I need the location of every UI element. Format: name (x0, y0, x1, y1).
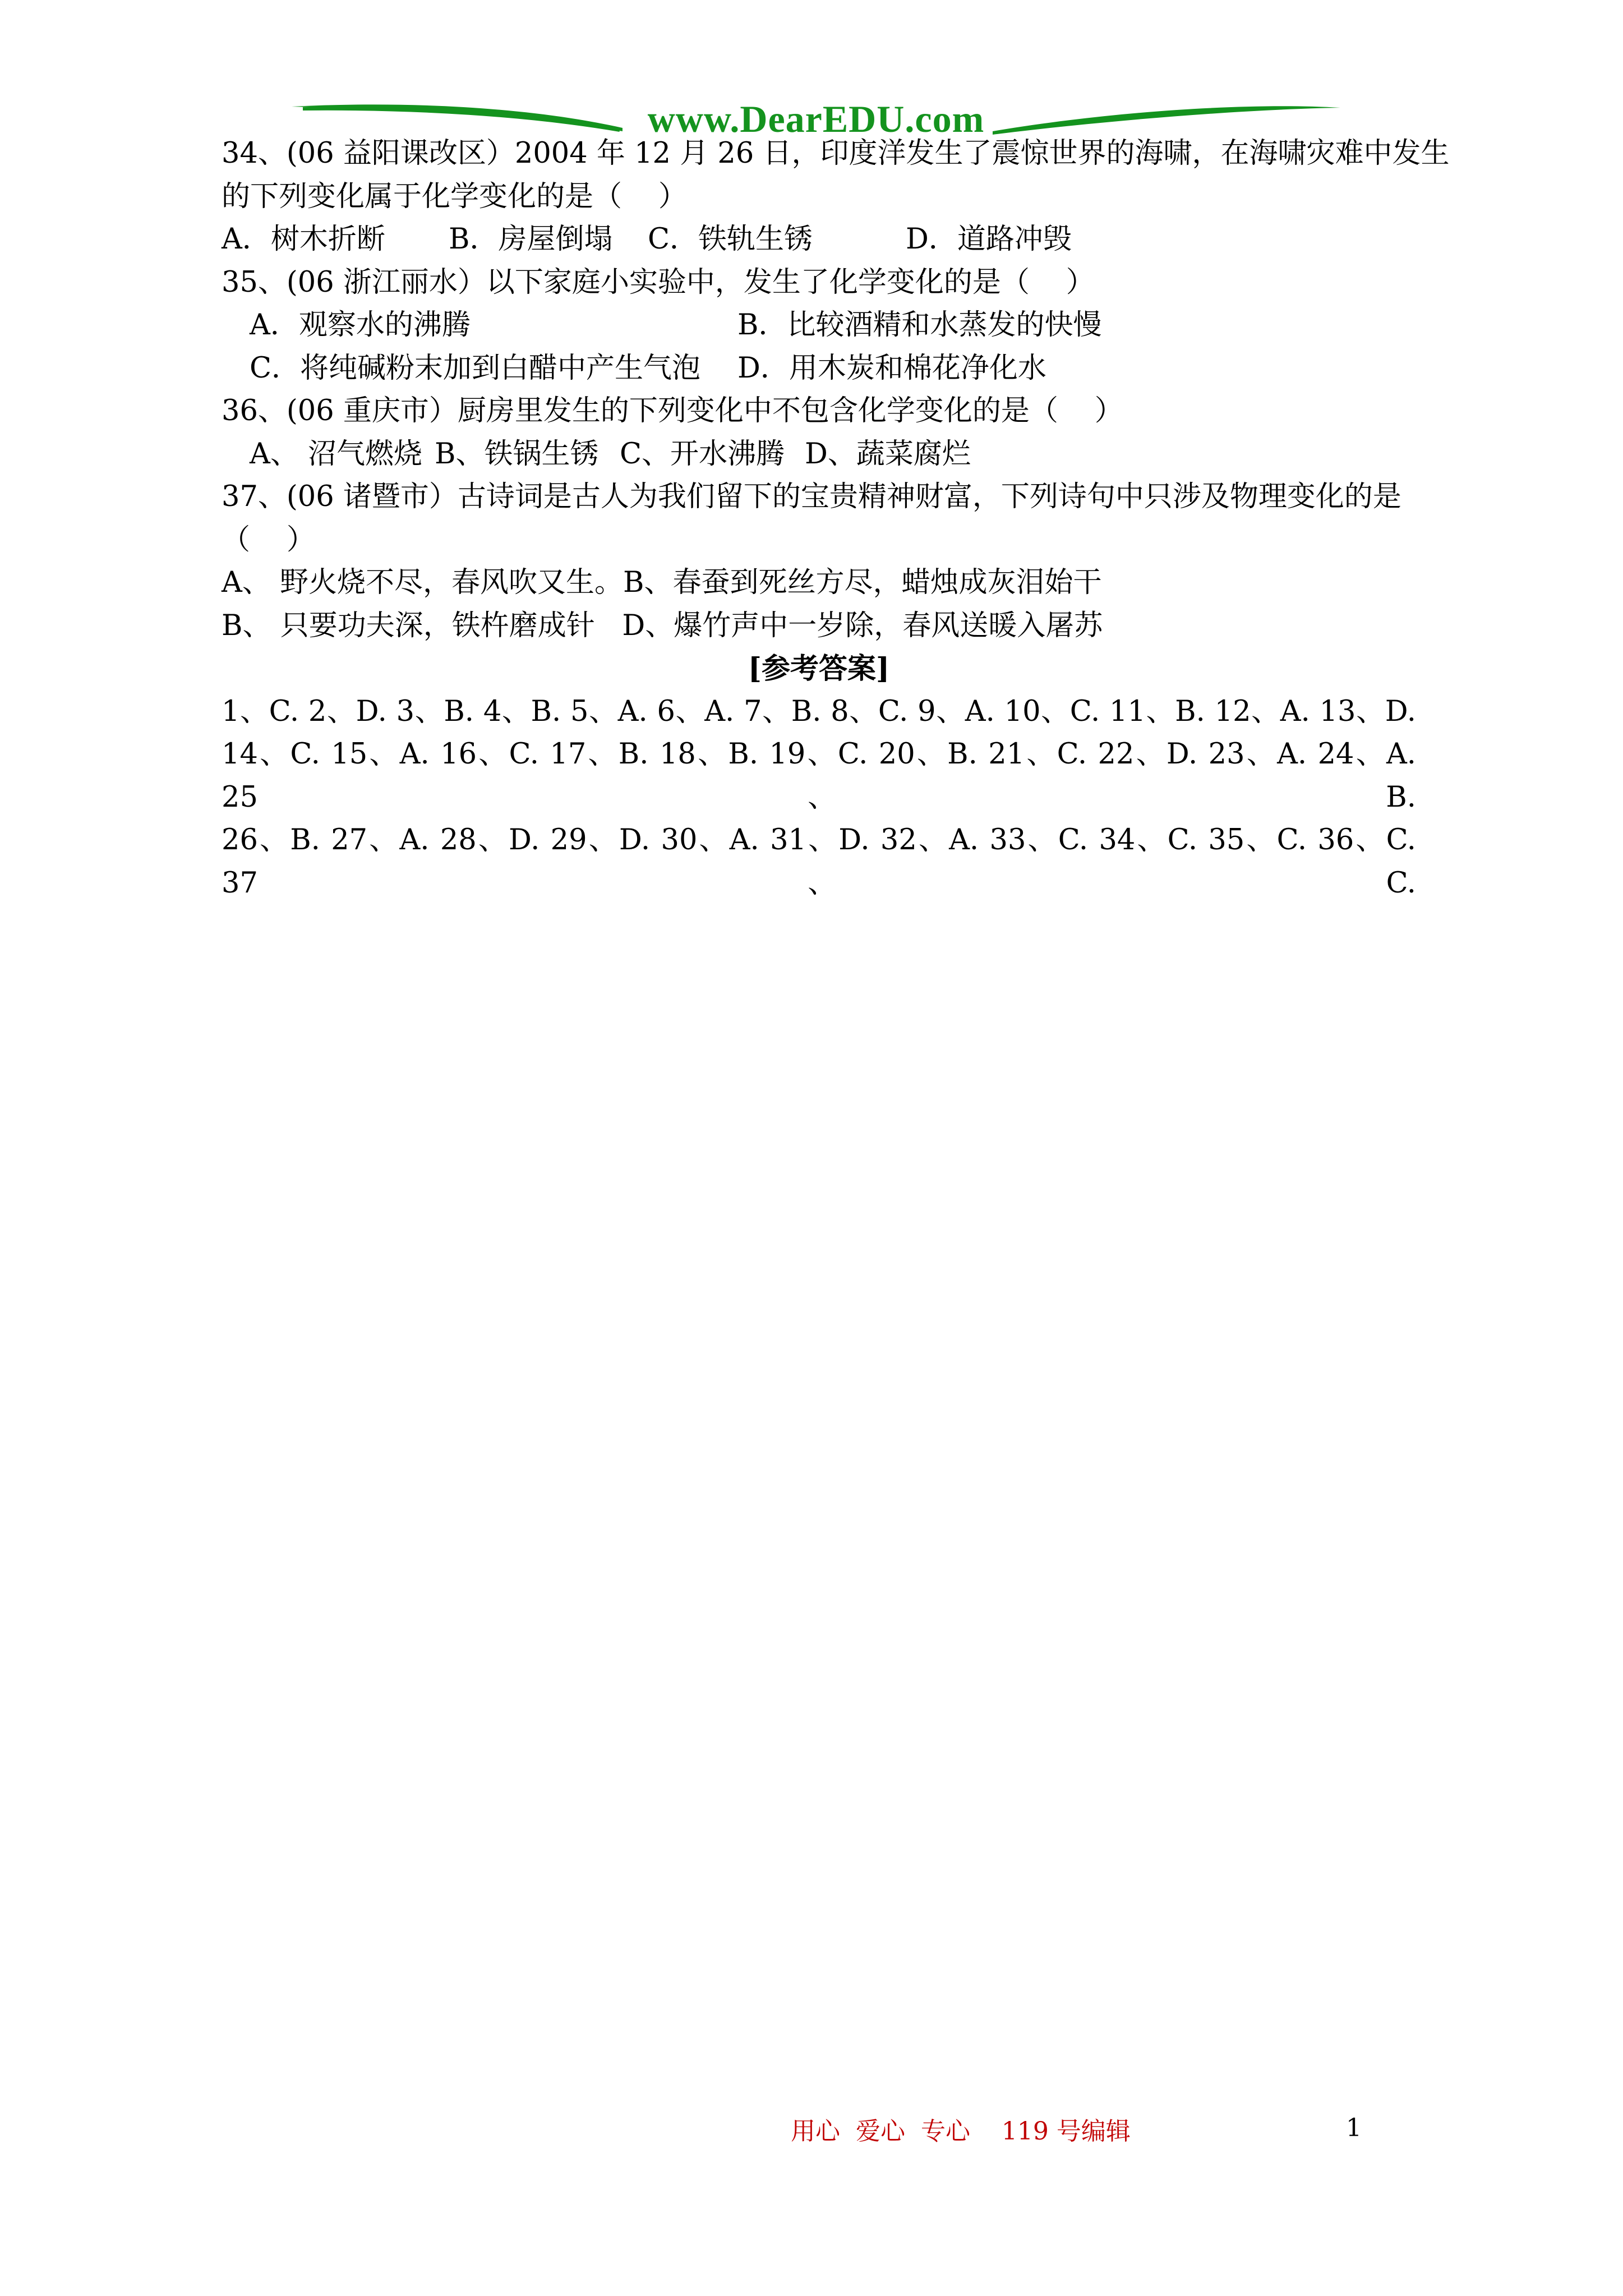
question-35-options-row-2 (222, 347, 1416, 390)
option: D、蔬菜腐烂 (805, 437, 971, 471)
option: C．将纯碱粉末加到白醋中产生气泡 (250, 351, 701, 385)
question-37-options-row-1: A、 野火烧不尽，春风吹又生。B、春蚕到死丝方尽，蜡烛成灰泪始干 (222, 566, 1102, 599)
question-36-options (222, 433, 1416, 476)
page-number: 1 (1346, 2114, 1362, 2142)
question-37-line-1: 37、(06 诸暨市）古诗词是古人为我们留下的宝贵精神财富，下列诗句中只涉及物理变化的是 (222, 480, 1401, 513)
logo-text: www.DearEDU.com (647, 98, 985, 140)
answer-key-line-1: 1、C. 2、D. 3、B. 4、B. 5、A. 6、A. 7、B. 8、C. 9、A. 10、C. 11、B. 12、A. 13、D. (222, 694, 1416, 728)
option: B．房屋倒塌 (449, 223, 613, 256)
option: B、铁锅生锈 (435, 437, 599, 471)
answer-key-line-3: 26、B. 27、A. 28、D. 29、D. 30、A. 31、D. 32、A. 33、C. 34、C. 35、C. 36、C. 37、C. (222, 823, 1416, 900)
option: B．比较酒精和水蒸发的快慢 (737, 309, 1102, 342)
option: A．树木折断 (222, 223, 385, 256)
question-36-line-1: 36、(06 重庆市）厨房里发生的下列变化中不包含化学变化的是（ ） (222, 394, 1123, 427)
document-body (222, 132, 1450, 905)
option: C．铁轨生锈 (648, 223, 813, 256)
answer-key-heading: [参考答案] (748, 652, 890, 685)
question-35-line-1: 35、(06 浙江丽水）以下家庭小实验中，发生了化学变化的是（ ） (222, 265, 1095, 299)
option: A、 沼气燃烧 (250, 437, 423, 471)
option: D．道路冲毁 (906, 223, 1072, 256)
option: D．用木炭和棉花净化水 (737, 351, 1046, 385)
question-34-line-2: 的下列变化属于化学变化的是（ ） (222, 180, 687, 213)
question-34-line-1: 34、(06 益阳课改区）2004 年 12 月 26 日，印度洋发生了震惊世界的海啸，在海啸灾难中发生 (222, 137, 1450, 170)
question-34-options (222, 218, 1416, 261)
question-37-line-2: （ ） (222, 523, 315, 556)
option: C、开水沸腾 (620, 437, 785, 471)
answer-key-line-2: 14、C. 15、A. 16、C. 17、B. 18、B. 19、C. 20、B. 21、C. 22、D. 23、A. 24、A. 25、B. (222, 738, 1416, 814)
question-35-options-row-1 (222, 304, 1416, 347)
question-37-options-row-2: B、 只要功夫深，铁杵磨成针 D、爆竹声中一岁除，春风送暖入屠苏 (222, 609, 1103, 642)
option: A．观察水的沸腾 (250, 309, 471, 342)
footer-text: 用心 爱心 专心 119 号编辑 (791, 2117, 1131, 2146)
